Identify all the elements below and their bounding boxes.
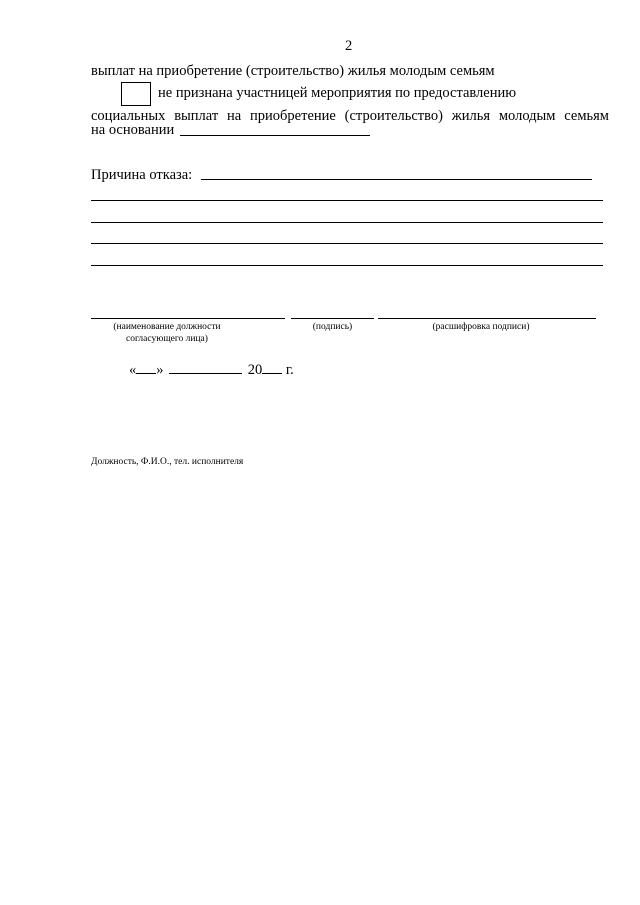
reason-line[interactable] — [91, 265, 603, 266]
date-century: 20 — [247, 362, 263, 378]
date-year-field[interactable] — [262, 360, 282, 374]
decoding-field[interactable] — [378, 318, 596, 319]
basis-label: на основании — [91, 122, 175, 138]
date-month-field[interactable] — [169, 360, 242, 374]
date-close-quote: » — [156, 362, 164, 378]
reason-line[interactable] — [91, 200, 603, 201]
position-caption — [91, 321, 243, 345]
position-caption-line2: согласующего лица) — [126, 334, 208, 344]
page-number: 2 — [345, 38, 353, 54]
signature-caption: (подпись) — [312, 322, 353, 332]
date-day-field[interactable] — [136, 360, 156, 374]
date-suffix: г. — [285, 362, 294, 378]
position-caption-line1: (наименование должности — [113, 322, 221, 332]
option-continuation-text: социальных выплат на приобретение (строительство) жилья молодым семьям — [91, 108, 609, 124]
reason-line[interactable] — [91, 222, 603, 223]
basis-field[interactable] — [180, 135, 370, 136]
continuation-text: выплат на приобретение (строительство) жилья молодым семьям — [91, 63, 495, 79]
decoding-caption: (расшифровка подписи) — [432, 322, 530, 332]
position-field[interactable] — [91, 318, 285, 319]
checkbox-not-recognized[interactable] — [121, 82, 151, 106]
reason-field[interactable] — [201, 179, 592, 180]
executor-label: Должность, Ф.И.О., тел. исполнителя — [91, 457, 244, 467]
date-open-quote: « — [129, 362, 137, 378]
date-line — [129, 360, 294, 379]
option-not-recognized-text: не признана участницей мероприятия по предоставлению — [158, 85, 517, 101]
reason-label: Причина отказа: — [91, 167, 193, 183]
signature-field[interactable] — [291, 318, 374, 319]
reason-line[interactable] — [91, 243, 603, 244]
